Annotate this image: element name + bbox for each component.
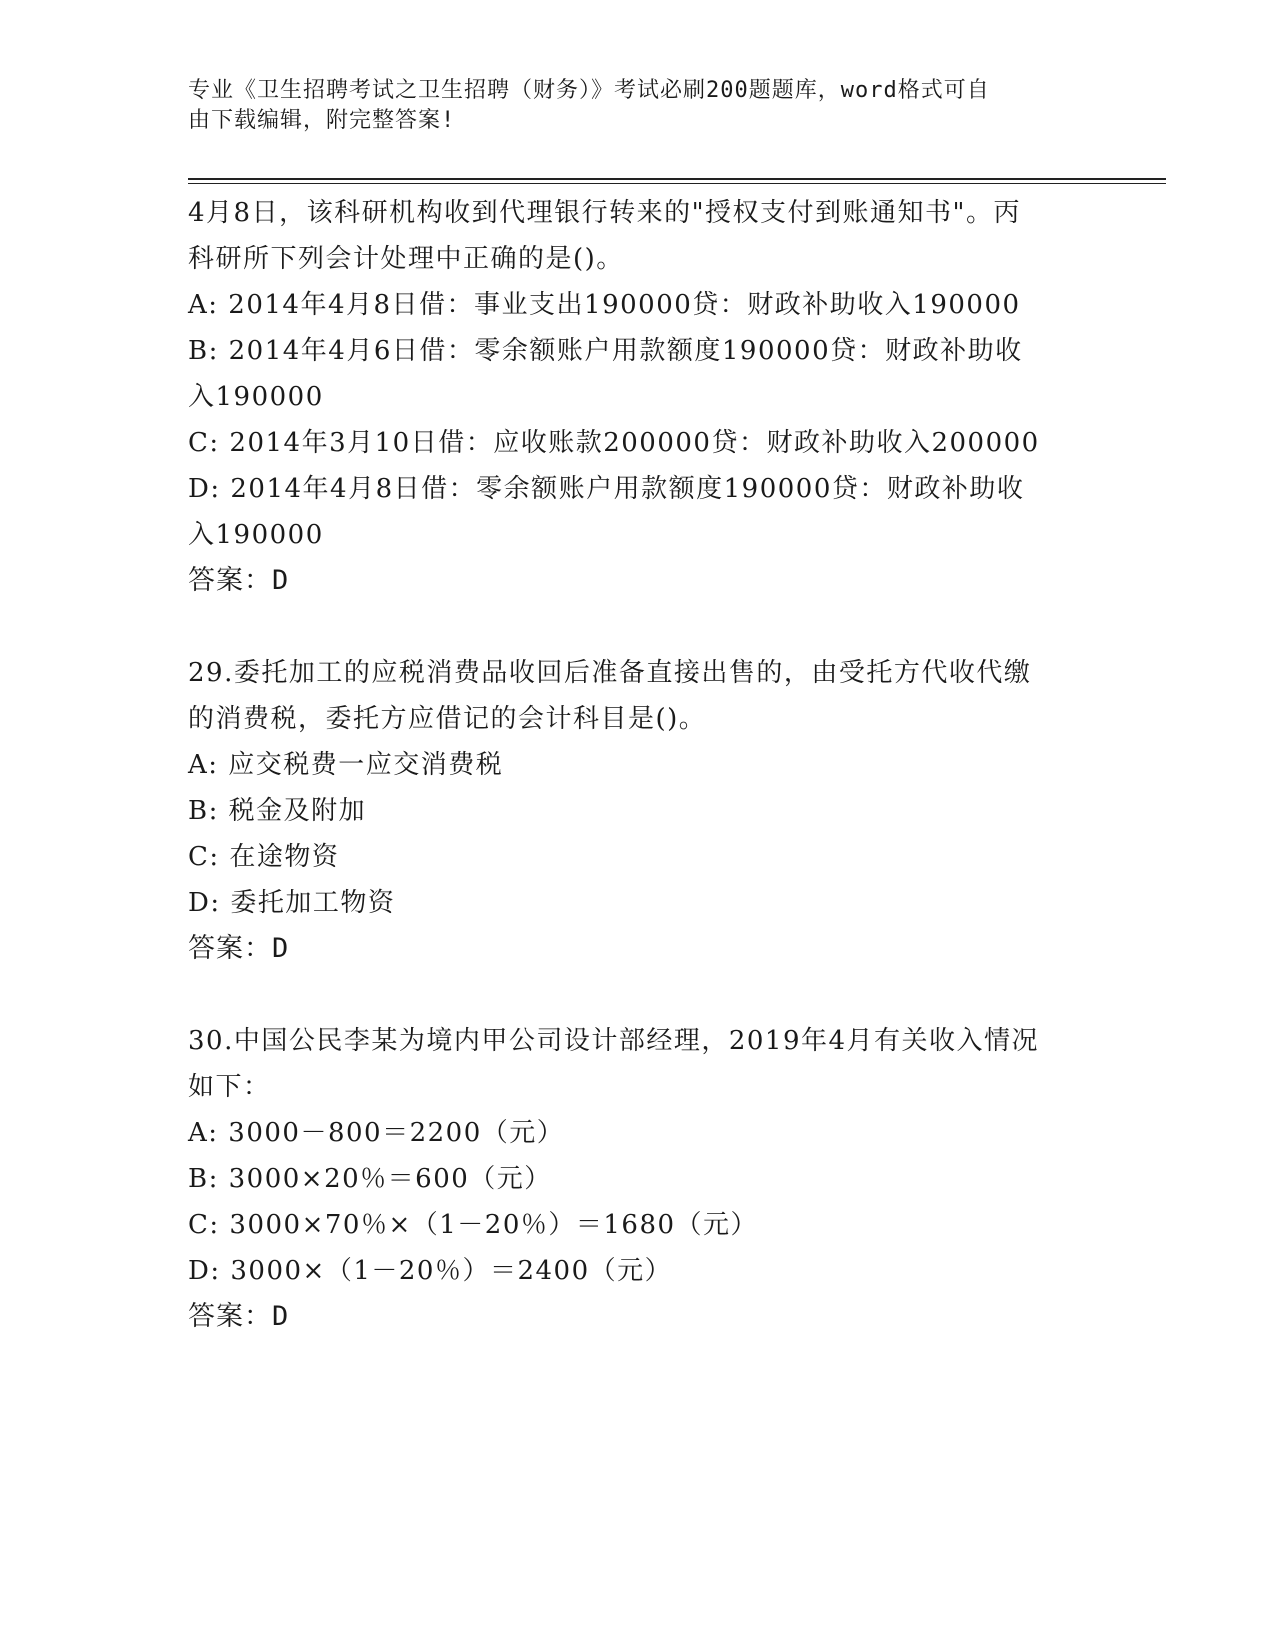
option-d: D: 委托加工物资 — [188, 888, 396, 918]
header-divider-thin — [188, 183, 1166, 184]
question-stem: 29.委托加工的应税消费品收回后准备直接出售的，由受托方代收代缴 — [188, 658, 1032, 688]
option-c: C: 2014年3月10日借：应收账款200000贷：财政补助收入200000 — [188, 428, 1040, 458]
question-30 — [188, 1018, 1088, 1340]
answer: 答案：D — [188, 1301, 290, 1332]
answer: 答案：D — [188, 565, 290, 596]
question-list — [188, 190, 1088, 1386]
option-c: C: 3000×70％×（1－20％）＝1680（元） — [188, 1210, 759, 1240]
option-b: B: 税金及附加 — [188, 796, 367, 826]
option-a: A: 2014年4月8日借：事业支出190000贷：财政补助收入190000 — [188, 290, 1021, 320]
document-header — [188, 76, 1078, 136]
question-29 — [188, 650, 1088, 972]
option-c: C: 在途物资 — [188, 842, 340, 872]
option-b-continued: 入190000 — [188, 382, 324, 412]
question-stem: 4月8日，该科研机构收到代理银行转来的"授权支付到账通知书"。丙 — [188, 198, 1022, 228]
header-line-2: 由下载编辑，附完整答案! — [188, 108, 456, 133]
option-d-continued: 入190000 — [188, 520, 324, 550]
header-line-1: 专业《卫生招聘考试之卫生招聘（财务）》考试必刷200题题库，word格式可自 — [188, 78, 990, 103]
option-d: D: 2014年4月8日借：零余额账户用款额度190000贷：财政补助收 — [188, 474, 1025, 504]
question-stem: 的消费税，委托方应借记的会计科目是()。 — [188, 704, 707, 734]
option-a: A: 应交税费一应交消费税 — [188, 750, 504, 780]
question-28 — [188, 190, 1088, 604]
header-divider-thick — [188, 178, 1166, 180]
option-a: A: 3000－800＝2200（元） — [188, 1118, 565, 1148]
option-b: B: 2014年4月6日借：零余额账户用款额度190000贷：财政补助收 — [188, 336, 1023, 366]
answer: 答案：D — [188, 933, 290, 964]
option-d: D: 3000×（1－20％）＝2400（元） — [188, 1256, 673, 1286]
option-b: B: 3000×20％＝600（元） — [188, 1164, 552, 1194]
question-stem: 30.中国公民李某为境内甲公司设计部经理，2019年4月有关收入情况 — [188, 1026, 1040, 1056]
question-stem: 如下： — [188, 1072, 271, 1102]
question-stem: 科研所下列会计处理中正确的是()。 — [188, 244, 624, 274]
